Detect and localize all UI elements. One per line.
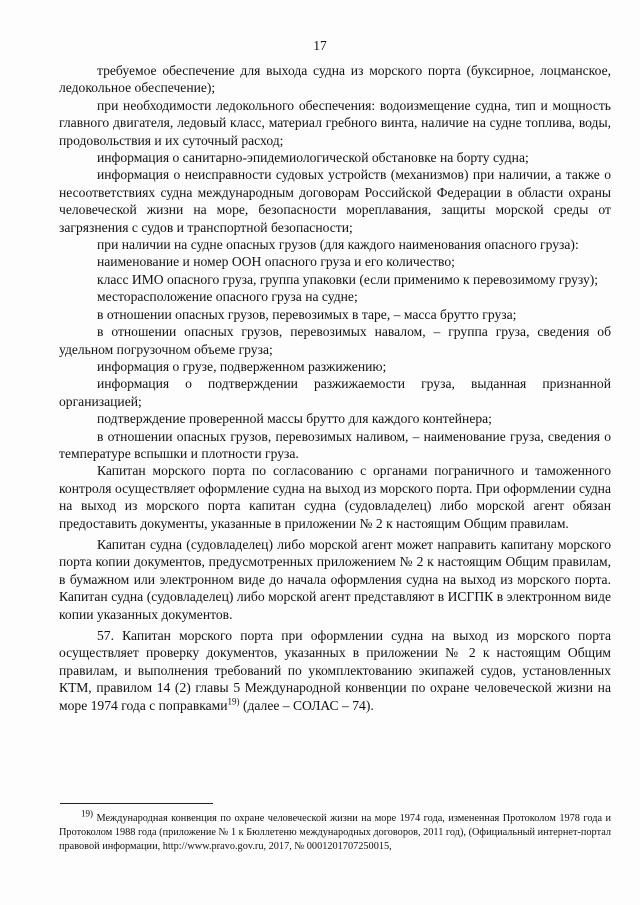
paragraph: информация о грузе, подверженном разжижению; (97, 358, 387, 374)
paragraph: информация о подтверждении разжижаемости груза, выданная признанной организацией; (59, 376, 611, 409)
paragraph: в отношении опасных грузов, перевозимых наливом, – наименование груза, сведения о температуре вспышки и плотности груза. (59, 428, 611, 461)
paragraph: в отношении опасных грузов, перевозимых навалом, – группа груза, сведения об удельном погрузочном объеме груза; (59, 324, 611, 357)
paragraph: класс ИМО опасного груза, группа упаковки (если применимо к перевозимому грузу); (97, 271, 599, 287)
paragraph: в отношении опасных грузов, перевозимых в таре, – масса брутто груза; (97, 306, 517, 322)
paragraph: информация о санитарно-эпидемиологической обстановке на борту судна; (97, 150, 529, 166)
paragraph-57 (59, 627, 611, 714)
paragraph: при необходимости ледокольного обеспечения: водоизмещение судна, тип и мощность главного двигателя, ледовый класс, материал гребного винта, наличие на судне топлива, воды, продовольствия и их суточный расход; (59, 97, 611, 148)
footnote (59, 808, 611, 854)
footnote-marker: 19) (81, 808, 93, 819)
paragraph: информация о неисправности судовых устройств (механизмов) при наличии, а также о несоответствиях судна международным договорам Российской Федерации в области охраны человеческой жизни на море, безопасности мореплавания, защиты морской среды от загрязнения с судов и транспортной безопасности; (59, 167, 611, 235)
paragraph: подтверждение проверенной массы брутто для каждого контейнера; (97, 411, 492, 427)
paragraph: требуемое обеспечение для выхода судна из морского порта (буксирное, лоцманское, ледокольное обеспечение); (59, 63, 611, 96)
footnote-divider (60, 803, 213, 804)
paragraph: при наличии на судне опасных грузов (для каждого наименования опасного груза): (97, 237, 579, 253)
footnote-reference[interactable]: 19) (227, 696, 240, 707)
footnote-text: Международная конвенция по охране человеческой жизни на море 1974 года, измененная Протоколом 1978 года и Протоколом 1988 года (приложение № 1 к Бюллетеню международных договоров, 2011 год), (Официальный интернет-портал правовой информации, http://www.pravo.gov.ru, 2017, № 0001201707250015, (59, 813, 611, 852)
paragraph-57-tail: (далее – СОЛАС – 74). (242, 697, 374, 713)
paragraph: Капитан судна (судовладелец) либо морской агент может направить капитану морского порта копии документов, предусмотренных приложением № 2 к настоящим Общим правилам, в бумажном или электронном виде до начала оформления судна на выход из морского порта. Капитан судна (судовладелец) либо морской агент представляют в ИСГПК в электронном виде копии указанных документов. (59, 536, 611, 622)
paragraph-57-text: 57. Капитан морского порта при оформлении судна на выход из морского порта осуществляет проверку документов, указанных в приложении № 2 к настоящим Общим правилам, и выполнения требований по укомплектованию экипажей судов, установленных КТМ, правилом 14 (2) главы 5 Международной конвенции по охране человеческой жизни на море 1974 года с поправками (59, 628, 611, 713)
paragraph: наименование и номер ООН опасного груза и его количество; (97, 254, 455, 270)
paragraph: Капитан морского порта по согласованию с органами пограничного и таможенного контроля осуществляет оформление судна на выход из морского порта. При оформлении судна на выход из морского порта капитан судна (судовладелец) либо морской агент обязан предоставить документы, указанные в приложении № 2 к настоящим Общим правилам. (59, 463, 611, 531)
page-number: 17 (313, 38, 327, 53)
paragraph: месторасположение опасного груза на судне; (97, 289, 358, 305)
body-text (59, 62, 611, 714)
